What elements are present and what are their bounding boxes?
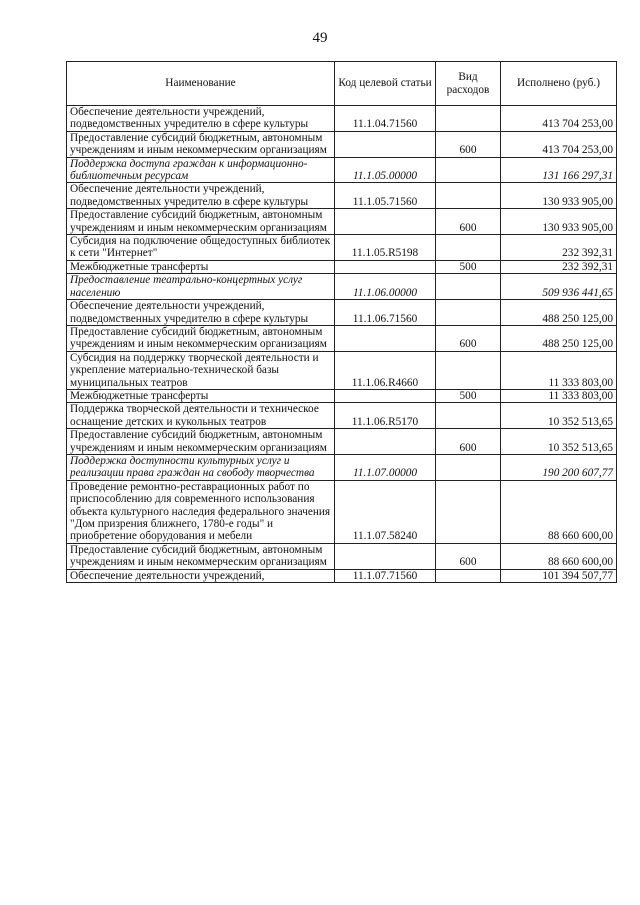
row-kind-cell: 600 xyxy=(436,131,501,157)
table-header-row xyxy=(67,62,617,106)
row-amount-cell: 88 660 600,00 xyxy=(501,543,617,569)
table-row xyxy=(67,543,617,569)
row-kind-cell xyxy=(436,157,501,183)
row-name-cell: Предоставление театрально-концертных услуг населению xyxy=(67,274,335,300)
row-kind-cell xyxy=(436,454,501,480)
row-code-cell: 11.1.06.71560 xyxy=(335,300,436,326)
row-amount-cell: 232 392,31 xyxy=(501,260,617,273)
row-amount-cell: 10 352 513,65 xyxy=(501,429,617,455)
row-name-cell: Поддержка доступности культурных услуг и реализации права граждан на свободу творчества xyxy=(67,454,335,480)
row-name-cell: Предоставление субсидий бюджетным, автономным учреждениям и иным некоммерческим организациям xyxy=(67,325,335,351)
table-row xyxy=(67,260,617,273)
row-amount-cell: 190 200 607,77 xyxy=(501,454,617,480)
table-row xyxy=(67,209,617,235)
row-amount-cell: 488 250 125,00 xyxy=(501,325,617,351)
row-code-cell xyxy=(335,325,436,351)
row-kind-cell xyxy=(436,403,501,429)
row-kind-cell: 600 xyxy=(436,209,501,235)
row-amount-cell: 11 333 803,00 xyxy=(501,389,617,402)
row-code-cell: 11.1.07.00000 xyxy=(335,454,436,480)
row-amount-cell: 130 933 905,00 xyxy=(501,183,617,209)
row-name-cell: Обеспечение деятельности учреждений, xyxy=(67,569,335,582)
table-row xyxy=(67,480,617,543)
budget-execution-table xyxy=(66,61,617,583)
row-code-cell: 11.1.06.R4660 xyxy=(335,351,436,389)
row-name-cell: Межбюджетные трансферты xyxy=(67,260,335,273)
row-kind-cell: 600 xyxy=(436,543,501,569)
row-name-cell: Предоставление субсидий бюджетным, автономным учреждениям и иным некоммерческим организациям xyxy=(67,543,335,569)
row-amount-cell: 488 250 125,00 xyxy=(501,300,617,326)
row-amount-cell: 131 166 297,31 xyxy=(501,157,617,183)
row-amount-cell: 413 704 253,00 xyxy=(501,106,617,132)
table-row xyxy=(67,569,617,582)
row-kind-cell xyxy=(436,183,501,209)
table-row xyxy=(67,403,617,429)
row-kind-cell xyxy=(436,106,501,132)
row-code-cell xyxy=(335,389,436,402)
row-name-cell: Предоставление субсидий бюджетным, автономным учреждениям и иным некоммерческим организациям xyxy=(67,131,335,157)
row-amount-cell: 101 394 507,77 xyxy=(501,569,617,582)
table-row xyxy=(67,454,617,480)
row-code-cell xyxy=(335,131,436,157)
table-row xyxy=(67,274,617,300)
row-kind-cell: 600 xyxy=(436,429,501,455)
row-kind-cell xyxy=(436,235,501,261)
row-code-cell: 11.1.05.R5198 xyxy=(335,235,436,261)
row-code-cell xyxy=(335,543,436,569)
row-name-cell: Обеспечение деятельности учреждений, подведомственных учредителю в сфере культуры xyxy=(67,300,335,326)
row-name-cell: Субсидия на поддержку творческой деятельности и укрепление материально-технической базы муниципальных театров xyxy=(67,351,335,389)
row-name-cell: Предоставление субсидий бюджетным, автономным учреждениям и иным некоммерческим организациям xyxy=(67,209,335,235)
table-row xyxy=(67,429,617,455)
row-amount-cell: 413 704 253,00 xyxy=(501,131,617,157)
column-header-code: Код целевой статьи xyxy=(335,62,436,106)
row-name-cell: Межбюджетные трансферты xyxy=(67,389,335,402)
table-row xyxy=(67,300,617,326)
table-row xyxy=(67,325,617,351)
row-amount-cell: 232 392,31 xyxy=(501,235,617,261)
row-kind-cell: 500 xyxy=(436,260,501,273)
row-amount-cell: 88 660 600,00 xyxy=(501,480,617,543)
row-kind-cell: 600 xyxy=(436,325,501,351)
row-name-cell: Обеспечение деятельности учреждений, подведомственных учредителю в сфере культуры xyxy=(67,106,335,132)
row-code-cell xyxy=(335,429,436,455)
row-code-cell: 11.1.06.R5170 xyxy=(335,403,436,429)
row-name-cell: Предоставление субсидий бюджетным, автономным учреждениям и иным некоммерческим организациям xyxy=(67,429,335,455)
table-body xyxy=(67,106,617,583)
row-amount-cell: 11 333 803,00 xyxy=(501,351,617,389)
row-name-cell: Поддержка творческой деятельности и техническое оснащение детских и кукольных театров xyxy=(67,403,335,429)
row-code-cell xyxy=(335,260,436,273)
table-row xyxy=(67,183,617,209)
table-row xyxy=(67,351,617,389)
column-header-kind: Вид расходов xyxy=(436,62,501,106)
row-kind-cell xyxy=(436,480,501,543)
row-kind-cell xyxy=(436,569,501,582)
row-code-cell: 11.1.05.71560 xyxy=(335,183,436,209)
row-code-cell: 11.1.06.00000 xyxy=(335,274,436,300)
row-code-cell: 11.1.07.58240 xyxy=(335,480,436,543)
row-kind-cell xyxy=(436,351,501,389)
row-name-cell: Проведение ремонтно-реставрационных работ по приспособлению для современного использования объекта культурного наследия федерального значения "Дом призрения ближнего, 1780-е годы" и приобретение оборудования и мебели xyxy=(67,480,335,543)
row-amount-cell: 509 936 441,65 xyxy=(501,274,617,300)
row-kind-cell xyxy=(436,300,501,326)
row-amount-cell: 130 933 905,00 xyxy=(501,209,617,235)
row-name-cell: Поддержка доступа граждан к информационно-библиотечным ресурсам xyxy=(67,157,335,183)
table-row xyxy=(67,106,617,132)
table-row xyxy=(67,157,617,183)
row-code-cell: 11.1.07.71560 xyxy=(335,569,436,582)
row-kind-cell: 500 xyxy=(436,389,501,402)
column-header-amount: Исполнено (руб.) xyxy=(501,62,617,106)
table-row xyxy=(67,235,617,261)
page-number: 49 xyxy=(312,30,328,46)
row-code-cell: 11.1.05.00000 xyxy=(335,157,436,183)
table-row xyxy=(67,389,617,402)
row-amount-cell: 10 352 513,65 xyxy=(501,403,617,429)
row-name-cell: Субсидия на подключение общедоступных библиотек к сети "Интернет" xyxy=(67,235,335,261)
row-code-cell xyxy=(335,209,436,235)
column-header-name: Наименование xyxy=(67,62,335,106)
row-code-cell: 11.1.04.71560 xyxy=(335,106,436,132)
row-name-cell: Обеспечение деятельности учреждений, подведомственных учредителю в сфере культуры xyxy=(67,183,335,209)
row-kind-cell xyxy=(436,274,501,300)
table-row xyxy=(67,131,617,157)
